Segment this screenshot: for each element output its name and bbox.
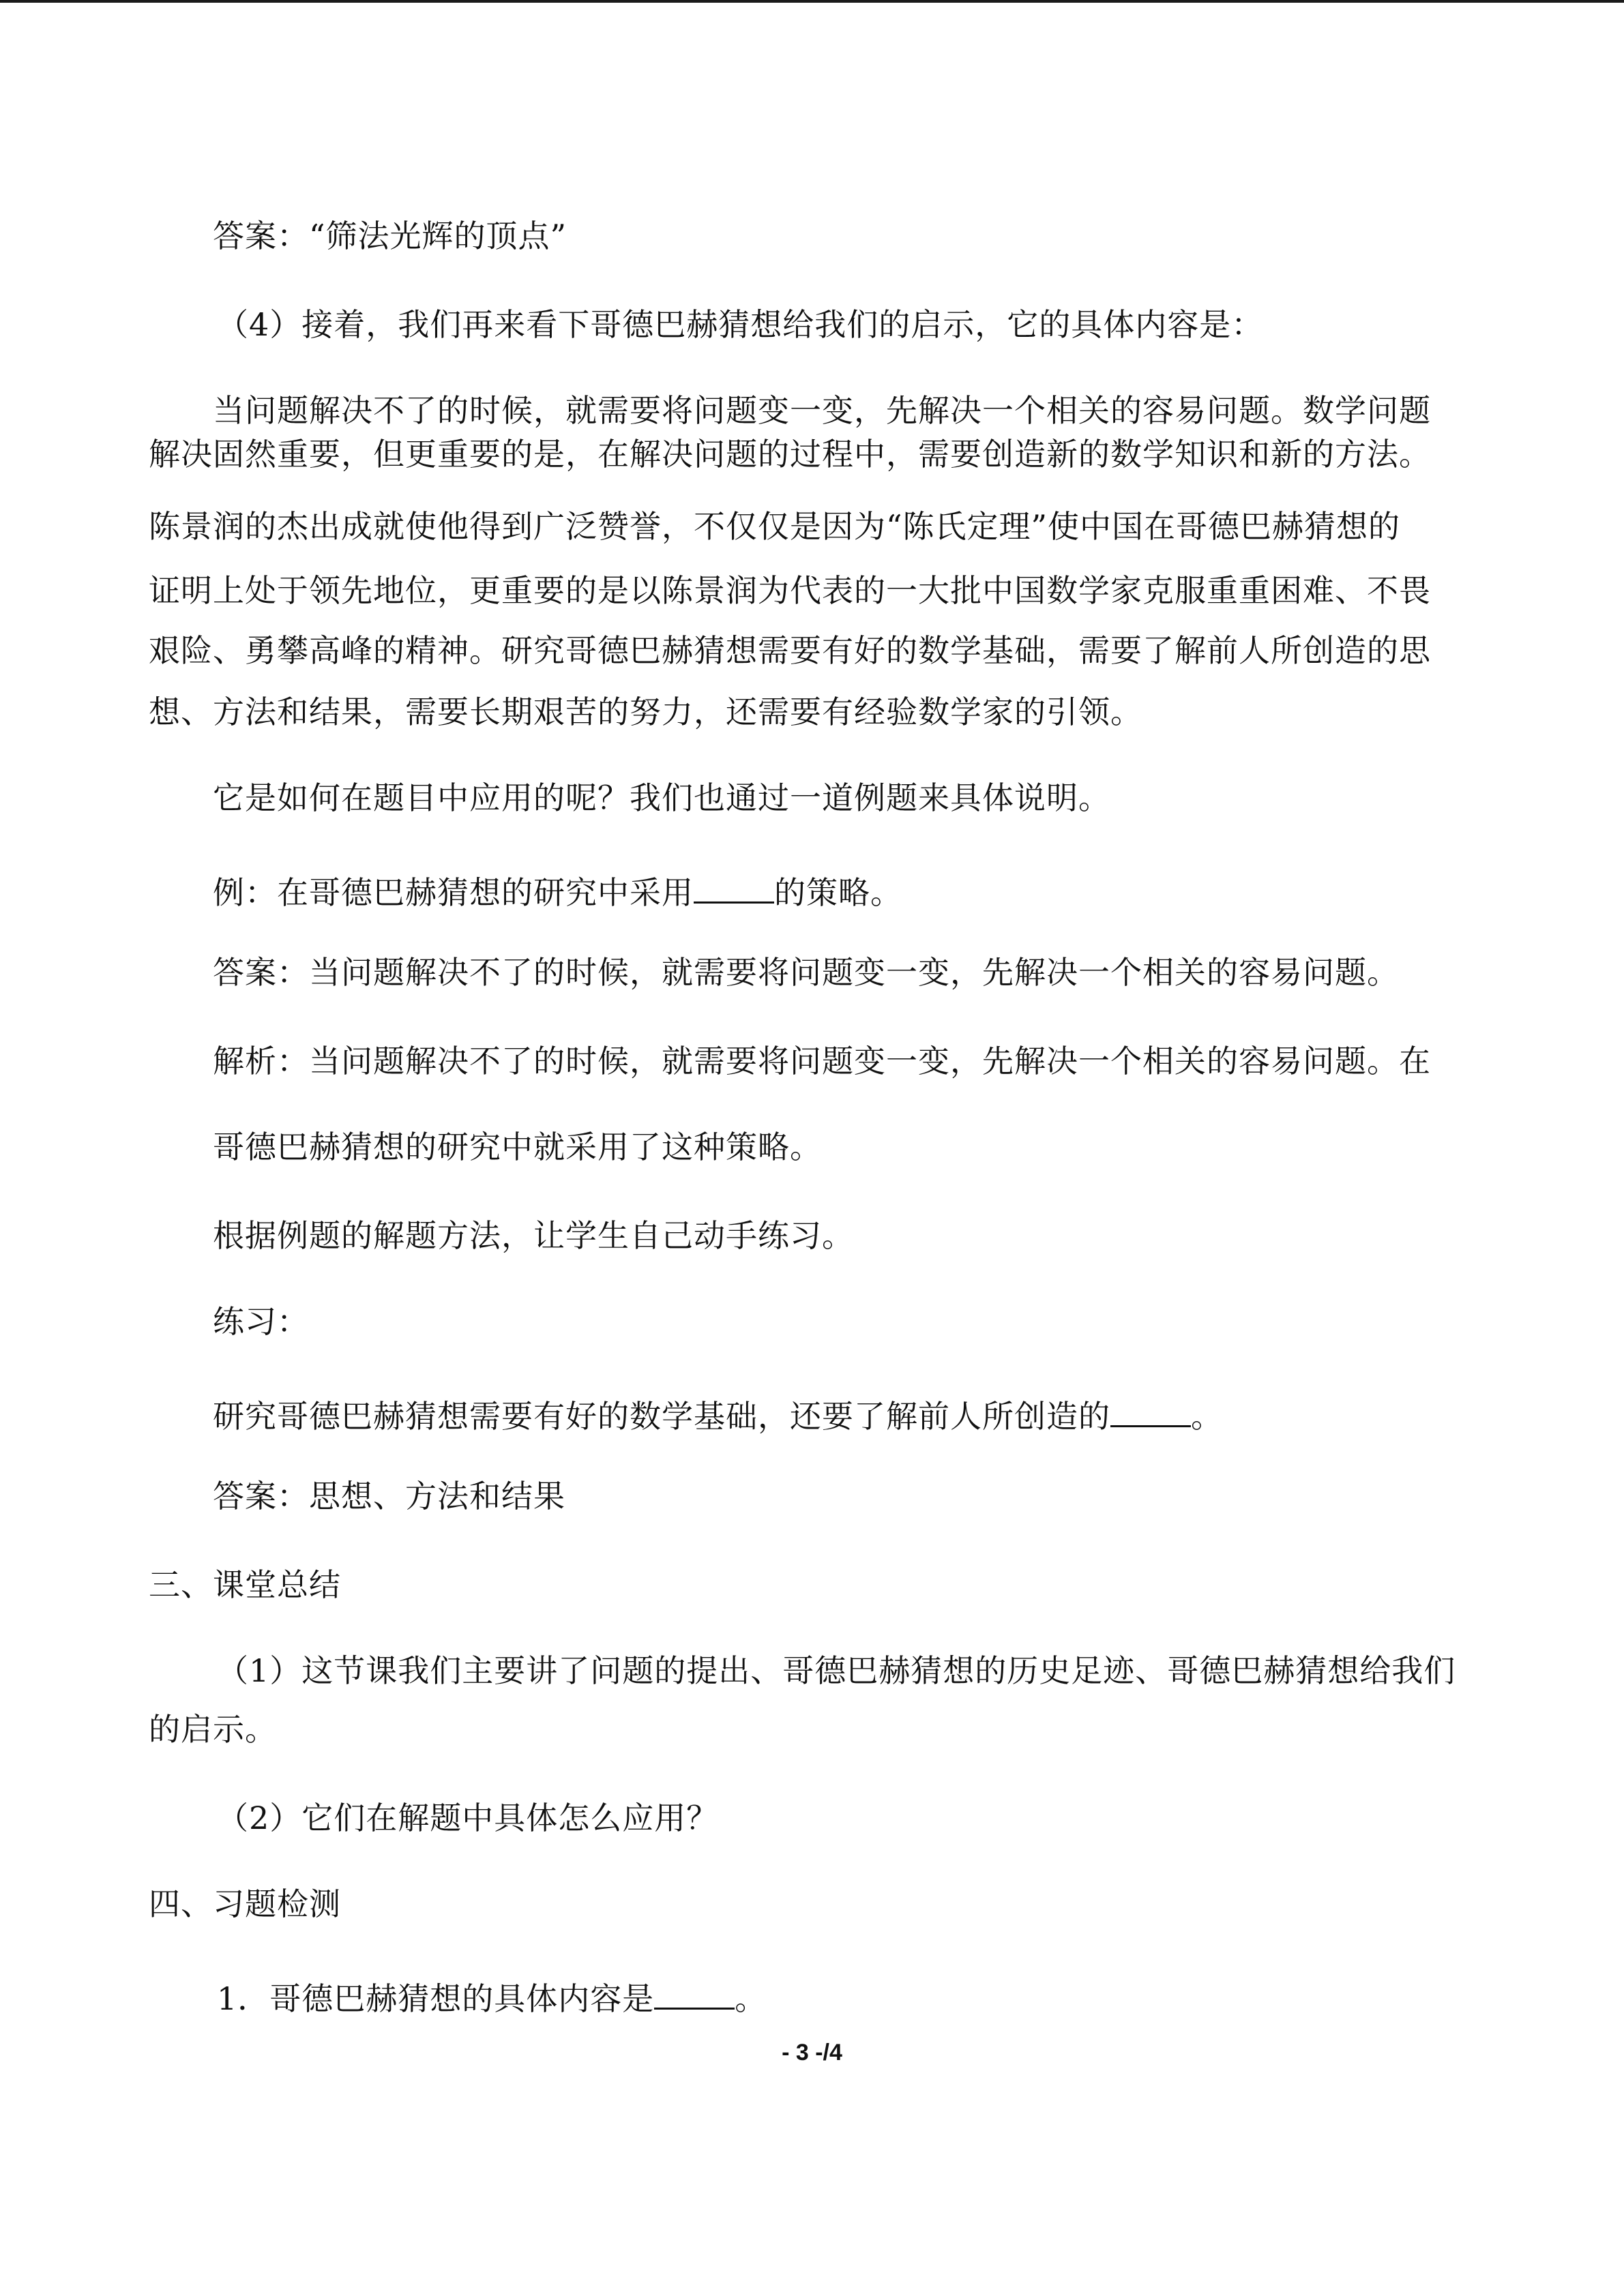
- paragraph-line-2: 解决固然重要，但更重要的是，在解决问题的过程中，需要创造新的数学知识和新的方法。: [149, 436, 1431, 473]
- section-heading-exercises: 四、习题检测: [149, 1885, 341, 1922]
- top-border-rule: [0, 0, 1624, 3]
- exercise-text-after: 。: [735, 1980, 767, 2017]
- exercise-text-before: 1．哥德巴赫猜想的具体内容是: [217, 1980, 655, 2017]
- analysis-line-2: 哥德巴赫猜想的研究中就采用了这种策略。: [213, 1129, 822, 1165]
- item-4-heading: （4）接着，我们再来看下哥德巴赫猜想给我们的启示，它的具体内容是：: [217, 306, 1264, 343]
- paragraph-line-4: 证明上处于领先地位，更重要的是以陈景润为代表的一大批中国数学家克服重重困难、不畏: [149, 572, 1431, 609]
- example-text-after: 的策略。: [774, 874, 902, 911]
- answer-blank: [694, 866, 774, 904]
- answer-blank: [654, 1972, 735, 2010]
- answer-line-2: 答案：当问题解决不了的时候，就需要将问题变一变，先解决一个相关的容易问题。: [213, 954, 1399, 991]
- summary-line-2: （2）它们在解题中具体怎么应用？: [217, 1800, 719, 1836]
- example-text-before: 例：在哥德巴赫猜想的研究中采用: [213, 874, 694, 911]
- answer-line-1: 答案：“筛法光辉的顶点”: [213, 218, 567, 254]
- paragraph-line-5: 艰险、勇攀高峰的精神。研究哥德巴赫猜想需要有好的数学基础，需要了解前人所创造的思: [149, 632, 1431, 669]
- section-heading-summary: 三、课堂总结: [149, 1566, 341, 1603]
- how-applied-line: 它是如何在题目中应用的呢？我们也通过一道例题来具体说明。: [213, 779, 1110, 816]
- answer-blank: [1110, 1390, 1191, 1427]
- paragraph-line-6: 想、方法和结果，需要长期艰苦的努力，还需要有经验数学家的引领。: [149, 694, 1142, 730]
- page-number: - 3 -/4: [782, 2040, 842, 2066]
- practice-intro: 根据例题的解题方法，让学生自己动手练习。: [213, 1217, 854, 1254]
- exercise-question-1: [217, 1972, 767, 2019]
- practice-label: 练习：: [213, 1303, 309, 1340]
- summary-line-1: （1）这节课我们主要讲了问题的提出、哥德巴赫猜想的历史足迹、哥德巴赫猜想给我们: [217, 1652, 1456, 1689]
- paragraph-line-3: 陈景润的杰出成就使他得到广泛赞誉，不仅仅是因为“陈氏定理”使中国在哥德巴赫猜想的: [149, 508, 1401, 545]
- summary-line-1-cont: 的启示。: [149, 1711, 277, 1748]
- answer-line-3: 答案：思想、方法和结果: [213, 1478, 565, 1515]
- practice-text-after: 。: [1191, 1398, 1223, 1435]
- practice-text-before: 研究哥德巴赫猜想需要有好的数学基础，还要了解前人所创造的: [213, 1398, 1110, 1435]
- analysis-line-1: 解析：当问题解决不了的时候，就需要将问题变一变，先解决一个相关的容易问题。在: [213, 1043, 1431, 1079]
- practice-question: [213, 1390, 1223, 1437]
- paragraph-line-1: 当问题解决不了的时候，就需要将问题变一变，先解决一个相关的容易问题。数学问题: [213, 392, 1431, 429]
- example-question: [213, 866, 902, 913]
